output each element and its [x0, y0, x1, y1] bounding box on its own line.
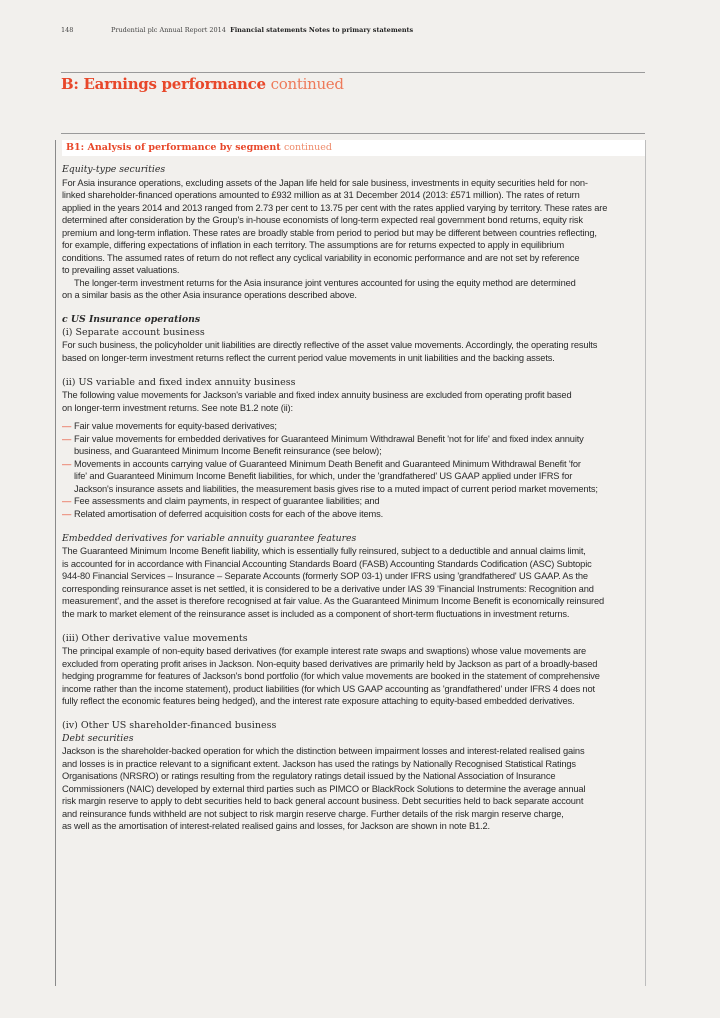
- text-line: the mark to market element of the reinsurance asset is included as a component of short-term fluctuations in investment returns.: [62, 608, 570, 619]
- text-line: 944-80 Financial Services – Insurance – Separate Accounts (formerly SOP 03-1) under IFRS using 'grandfathered' US GAAP. As the: [62, 571, 588, 581]
- title-main: B: Earnings performance: [61, 75, 266, 93]
- spacer: [62, 364, 662, 377]
- page-number: 148: [61, 26, 74, 34]
- bullet-item: [62, 495, 662, 508]
- text-line: applied in the years 2014 and 2013 ranged from 2.73 per cent to 13.75 per cent with the rates applied varying by territory. These rates are: [62, 202, 608, 213]
- subheading: Equity-type securities: [62, 164, 166, 175]
- text-line: on longer-term investment returns. See note B1.2 note (ii):: [62, 402, 293, 413]
- spacer: [62, 302, 662, 315]
- text-line: to prevailing asset valuations.: [62, 265, 180, 275]
- text-line: is accounted for in accordance with Financial Accounting Standards Board (FASB) Accounting Standards Codification (ASC) Subtopic: [62, 558, 592, 569]
- text-line: Fair value movements for equity-based derivatives;: [74, 421, 277, 431]
- text-line: The longer-term investment returns for the Asia insurance joint ventures accounted for using the equity method are determined: [74, 277, 576, 288]
- text-line: Commissioners (NAIC) developed by external third parties such as PIMCO or BlackRock Solutions to determine the average annual: [62, 783, 586, 794]
- text-line: on a similar basis as the other Asia insurance operations described above.: [62, 290, 357, 300]
- section-breadcrumb: Financial statements Notes to primary statements: [230, 26, 414, 34]
- subheading: (ii) US variable and fixed index annuity business: [62, 376, 296, 388]
- text-line: linked shareholder-financed operations amounted to £932 million as at 31 December 2014 (2013: £571 million). The rates of return: [62, 190, 580, 200]
- spacer: [62, 708, 662, 721]
- paragraph: [62, 277, 662, 302]
- text-line: The principal example of non-equity based derivatives (for example interest rate swaps and swaptions) whose value movements are: [62, 646, 587, 656]
- spacer: [62, 620, 662, 633]
- text-line: life' and Guaranteed Minimum Income Benefit liabilities, for which, under the 'grandfathered' US GAAP applied under IFRS for: [74, 471, 573, 481]
- subheading: (i) Separate account business: [62, 326, 205, 338]
- text-line: and reinsurance funds withheld are not subject to risk margin reserve charge. Further details of the risk margin reserve charge,: [62, 808, 564, 819]
- title-rule: [61, 72, 645, 73]
- left-border: [55, 140, 56, 986]
- text-line: excluded from operating profit arises in Jackson. Non-equity based derivatives are primarily held by Jackson as part of a broadly-based: [62, 658, 598, 669]
- paragraph: [62, 389, 662, 414]
- subheading: (iv) Other US shareholder-financed business: [62, 720, 277, 731]
- text-line: fully reflect the economic features being hedged), and the interest rate exposure attaching to equity-based embedded derivatives.: [62, 696, 575, 706]
- title-continued: continued: [270, 75, 344, 93]
- subheading: (iii) Other derivative value movements: [62, 632, 248, 644]
- bullet-item: [62, 458, 662, 496]
- bullet-item: [62, 433, 662, 458]
- paragraph: [62, 339, 662, 364]
- subheading: c US Insurance operations: [62, 314, 201, 325]
- paragraph: [62, 745, 662, 833]
- text-line: premium and long-term inflation. These rates are broadly stable from period to period but may be different between countries reflecting,: [62, 227, 597, 238]
- subtitle-continued: continued: [283, 142, 332, 153]
- text-line: Organisations (NRSRO) or ratings resulting from the regulatory ratings detail issued by the National Association of Insurance: [62, 771, 556, 781]
- text-line: The Guaranteed Minimum Income Benefit liability, which is essentially fully reinsured, subject to a deductible and annual claims limit,: [62, 546, 586, 556]
- paragraph: [62, 645, 662, 708]
- running-header: [111, 26, 413, 34]
- dash-bullet-icon: —: [62, 496, 72, 506]
- text-line: income rather than the income statement), product liabilities (for which US GAAP accounting as 'grandfathered' under IFRS 4 does not: [62, 683, 595, 694]
- section-subtitle: [66, 142, 332, 153]
- text-line: Jackson's insurance assets and liabilities, the measurement basis gives rise to a muted impact of current period market movements;: [74, 483, 598, 494]
- text-line: hedging programme for features of Jackson's bond portfolio (for which value movements are booked in the statement of comprehensive: [62, 671, 600, 681]
- spacer: [62, 520, 662, 533]
- text-line: Movements in accounts carrying value of Guaranteed Minimum Death Benefit and Guaranteed Minimum Withdrawal Benefit 'for: [74, 458, 581, 469]
- paragraph: [62, 545, 662, 620]
- text-line: for example, differing expectations of inflation in each territory. The assumptions are for returns expected to apply in equilibrium: [62, 240, 565, 250]
- text-line: Fair value movements for embedded derivatives for Guaranteed Minimum Withdrawal Benefit 'not for life' and fixed index annuity: [74, 433, 584, 444]
- text-line: risk margin reserve to apply to debt securities held to back general account business. Debt securities held to back separate account: [62, 796, 584, 806]
- subtitle-main: B1: Analysis of performance by segment: [66, 142, 281, 153]
- dash-bullet-icon: —: [62, 433, 72, 444]
- text-line: Related amortisation of deferred acquisition costs for each of the above items.: [74, 508, 384, 519]
- page-title: [61, 75, 344, 93]
- bullet-item: [62, 508, 662, 521]
- text-line: and losses is in practice relevant to a significant extent. Jackson has used the ratings by Nationally Recognised Statistical Ratings: [62, 758, 576, 769]
- dash-bullet-icon: —: [62, 421, 72, 431]
- text-line: For such business, the policyholder unit liabilities are directly reflective of the asset value movements. Accordingly, the operating results: [62, 340, 598, 350]
- bullet-item: [62, 420, 662, 433]
- section-rule: [61, 133, 645, 134]
- text-line: business, and Guaranteed Minimum Income Benefit reinsurance (see below);: [74, 446, 382, 456]
- text-line: corresponding reinsurance asset is net settled, it is considered to be a derivative under IAS 39 'Financial Instruments: Recognition and: [62, 583, 594, 594]
- report-name: Prudential plc Annual Report 2014: [111, 26, 226, 34]
- dash-bullet-icon: —: [62, 508, 72, 519]
- body-content: [62, 164, 662, 833]
- text-line: For Asia insurance operations, excluding assets of the Japan life held for sale business, investments in equity securities held for non-: [62, 177, 588, 188]
- text-line: as well as the amortisation of interest-related realised gains and losses, for Jackson are shown in note B1.2.: [62, 821, 490, 831]
- text-line: determined after consideration by the Group's in-house economists of long-term expected real government bond returns, equity risk: [62, 215, 583, 225]
- subheading: Embedded derivatives for variable annuity guarantee features: [62, 532, 357, 544]
- text-line: based on longer-term investment returns reflect the current period value movements in unit liabilities and the backing assets.: [62, 352, 555, 363]
- text-line: conditions. The assumed rates of return do not reflect any cyclical variability in economic performance and are not set by reference: [62, 252, 580, 263]
- text-line: The following value movements for Jackson's variable and fixed index annuity business are excluded from operating profit based: [62, 390, 572, 400]
- text-line: Fee assessments and claim payments, in respect of guarantee liabilities; and: [74, 496, 380, 506]
- text-line: Jackson is the shareholder-backed operation for which the distinction between impairment losses and interest-related realised gains: [62, 746, 585, 756]
- dash-bullet-icon: —: [62, 458, 72, 469]
- subheading: Debt securities: [62, 732, 134, 744]
- text-line: measurement', and the asset is therefore recognised at fair value. As the Guaranteed Minimum Income Benefit is economically reinsured: [62, 596, 604, 606]
- paragraph: [62, 177, 662, 277]
